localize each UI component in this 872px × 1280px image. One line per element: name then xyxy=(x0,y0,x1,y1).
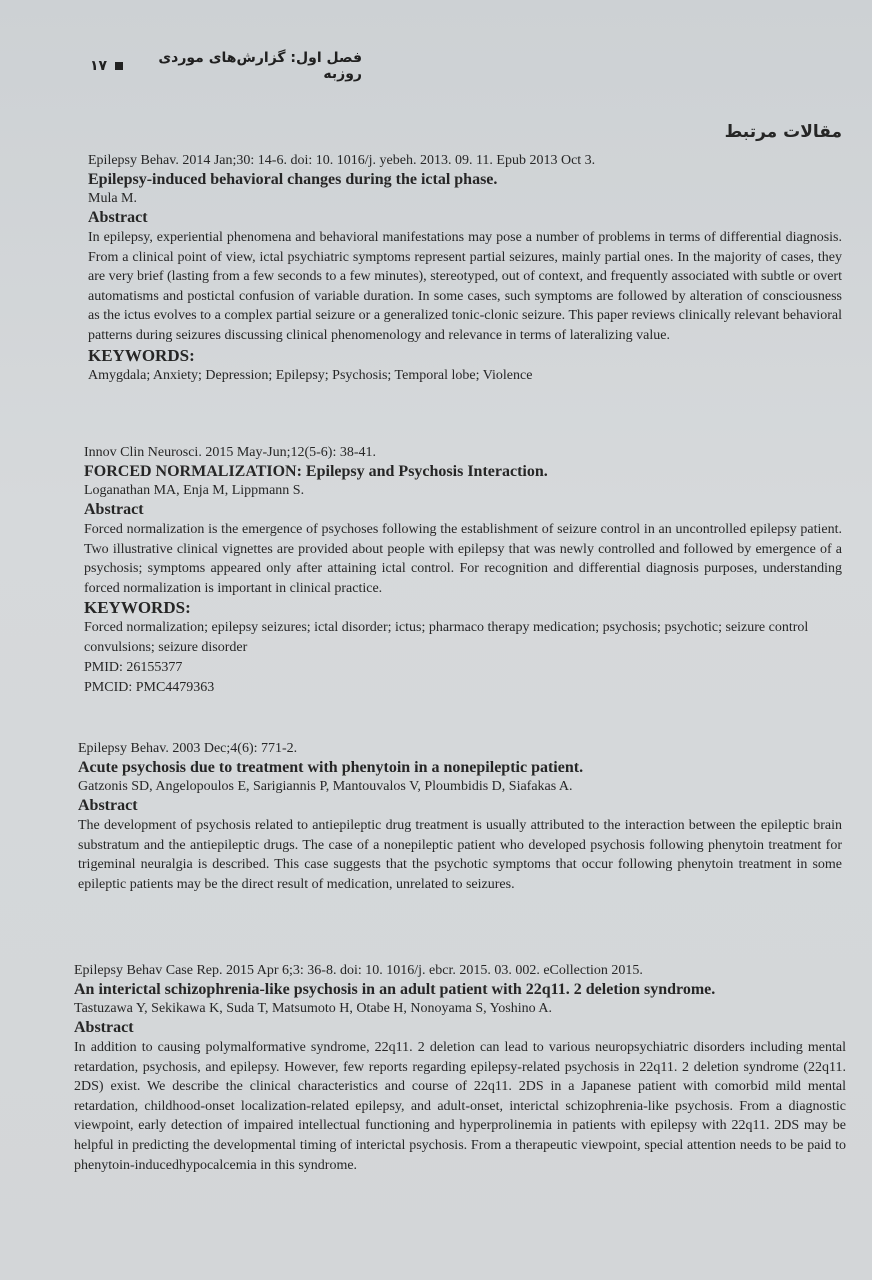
pmcid: PMCID: PMC4479363 xyxy=(84,679,215,695)
article-citation: Epilepsy Behav. 2003 Dec;4(6): 771-2. xyxy=(78,741,298,756)
article-title: FORCED NORMALIZATION: Epilepsy and Psychosis Interaction. xyxy=(84,463,548,480)
article-3 xyxy=(78,740,842,894)
article-authors: Tastuzawa Y, Sekikawa K, Suda T, Matsumoto H, Otabe H, Nonoyama S, Yoshino A. xyxy=(74,1001,552,1016)
abstract-heading: Abstract xyxy=(74,1019,134,1036)
article-citation: Epilepsy Behav Case Rep. 2015 Apr 6;3: 36-8. doi: 10. 1016/j. ebcr. 2015. 03. 002. eCollection 2015. xyxy=(74,963,643,978)
keywords-text: Forced normalization; epilepsy seizures; ictal disorder; ictus; pharmaco therapy medication; psychosis; psychotic; seizure control convulsions; seizure disorder xyxy=(84,620,809,655)
article-authors: Mula M. xyxy=(88,191,137,206)
article-citation: Innov Clin Neurosci. 2015 May-Jun;12(5-6): 38-41. xyxy=(84,445,377,460)
article-2 xyxy=(84,444,842,698)
article-4 xyxy=(74,962,846,1175)
article-1 xyxy=(88,152,842,385)
article-authors: Loganathan MA, Enja M, Lippmann S. xyxy=(84,483,305,498)
article-citation: Epilepsy Behav. 2014 Jan;30: 14-6. doi: 10. 1016/j. yebeh. 2013. 09. 11. Epub 2013 Oct 3. xyxy=(88,153,596,168)
keywords-heading: KEYWORDS: xyxy=(84,598,191,618)
abstract-heading: Abstract xyxy=(84,501,144,518)
running-header xyxy=(90,50,362,82)
article-title: An interictal schizophrenia-like psychosis in an adult patient with 22q11. 2 deletion syndrome. xyxy=(74,981,716,998)
article-title: Acute psychosis due to treatment with phenytoin in a nonepileptic patient. xyxy=(78,759,584,776)
header-title: فصل اول: گزارش‌های موردی روزبه xyxy=(158,50,362,82)
abstract-text: In epilepsy, experiential phenomena and behavioral manifestations may pose a number of problems in terms of differential diagnosis. From a clinical point of view, ictal psychiatric symptoms represent partial seizures, mainly partial ones. In the majority of cases, they are very brief (lasting from a few seconds to a few minutes), stereotyped, out of context, and frequently associated with subtle or overt automatisms and postictal confusion of variable duration. In some cases, such symptoms are followed by alteration of consciousness as the ictus evolves to a complex partial seizure or a generalized tonic-clonic seizure. This paper reviews clinically relevant behavioral patterns during seizures discussing clinical phenomenology and relevance in terms of lateralizing value. xyxy=(88,230,842,343)
article-title: Epilepsy-induced behavioral changes during the ictal phase. xyxy=(88,171,498,188)
article-authors: Gatzonis SD, Angelopoulos E, Sarigiannis P, Mantouvalos V, Ploumbidis D, Siafakas A. xyxy=(78,779,573,794)
abstract-text: In addition to causing polymalformative syndrome, 22q11. 2 deletion can lead to various neuropsychiatric disorders including mental retardation, psychosis, and epilepsy. However, few reports regarding epilepsy-related psychosis in 22q11. 2 deletion syndrome (22q11. 2DS) exist. We describe the clinical characteristics and course of 22q11. 2DS in a Japanese patient with comorbid mild mental retardation, childhood-onset localization-related epilepsy, and adult-onset, interictal schizophrenia-like psychosis. From a diagnostic viewpoint, early detection of impaired intellectual functioning and hyperprolinemia in patients with epilepsy with 22q11. 2DS may be helpful in predicting the developmental timing of interictal psychosis. From a therapeutic viewpoint, special attention needs to be paid to phenytoin-inducedhypocalcemia in this syndrome. xyxy=(74,1040,846,1173)
keywords-text: Amygdala; Anxiety; Depression; Epilepsy; Psychosis; Temporal lobe; Violence xyxy=(88,367,533,383)
section-title: مقالات مرتبط xyxy=(724,122,842,142)
abstract-text: Forced normalization is the emergence of psychoses following the establishment of seizure control in an uncontrolled epilepsy patient. Two illustrative clinical vignettes are provided about people with epilepsy that was newly controlled and followed by emergence of a psychosis; symptoms appeared only after attaining ictal control. For recognition and differential diagnosis purposes, understanding forced normalization is important in clinical practice. xyxy=(84,522,842,596)
keywords-heading: KEYWORDS: xyxy=(88,345,195,365)
pmid: PMID: 26155377 xyxy=(84,659,183,675)
square-bullet-icon xyxy=(115,62,122,70)
abstract-heading: Abstract xyxy=(78,797,138,814)
abstract-text: The development of psychosis related to antiepileptic drug treatment is usually attributed to the interaction between the epileptic brain substratum and the antiepileptic drugs. The case of a nonepileptic patient who developed psychosis following phenytoin treatment for trigeminal neuralgia is described. This case suggests that the psychotic symptoms that occur following phenytoin treatment in some epileptic patients may be the direct result of medication, unrelated to seizures. xyxy=(78,818,842,892)
abstract-heading: Abstract xyxy=(88,209,148,226)
page-number: ۱۷ xyxy=(90,58,108,74)
